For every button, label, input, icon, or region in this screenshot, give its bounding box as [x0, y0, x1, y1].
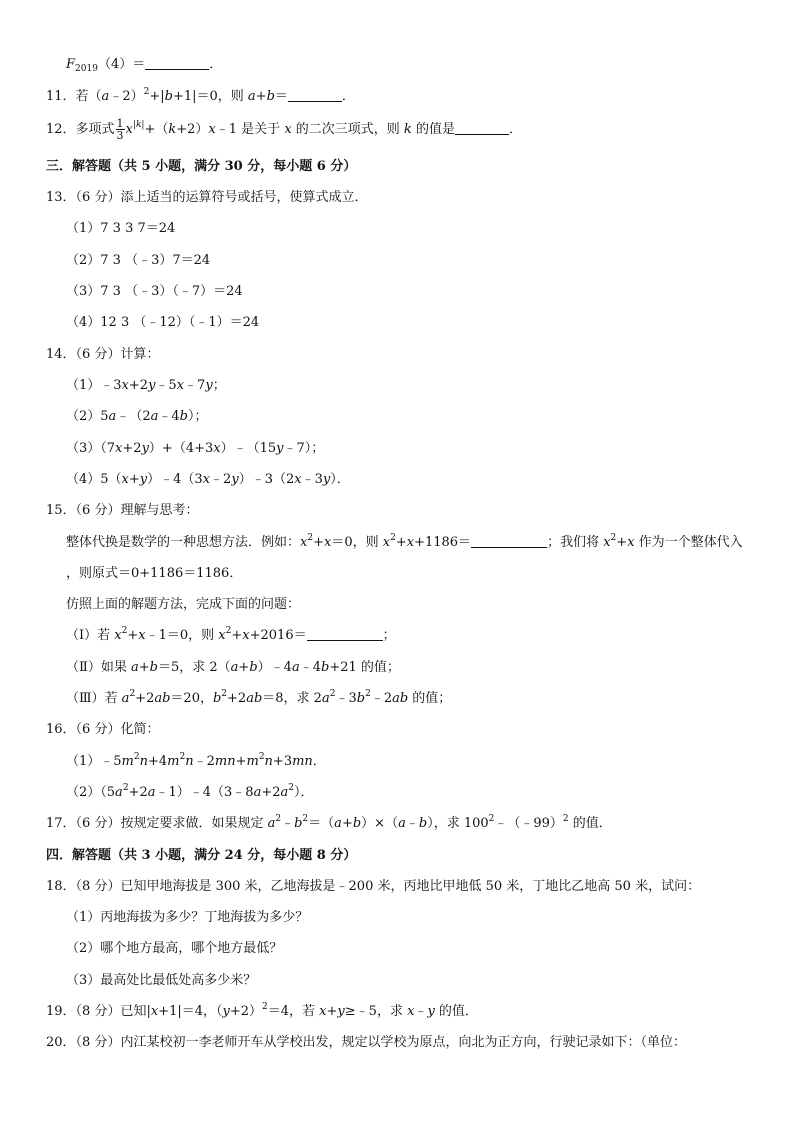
question-17: 17．（6 分）按规定要求做．如果规定 $a^2﹣b^2=(a+b)\times(a﹣b)$，求 $100^2﹣(﹣99)^2$ 的值．	[46, 814, 612, 831]
question-14: 14．（6 分）计算：	[46, 347, 160, 362]
q14-part-3: （3）（7x+2y）+（4+3x）﹣（15y﹣7）；	[66, 441, 325, 456]
q15-part-1: （Ⅰ）若 $x^2+x﹣1=0$，则 $x^2+x+2016=$ ；	[66, 626, 396, 643]
section-three-heading: 三．解答题（共 5 小题，满分 30 分，每小题 6 分）	[46, 159, 357, 174]
q13-part-2: （2）7 3 （﹣3）7＝24	[66, 253, 211, 268]
q14-part-2: （2）5a﹣（2a﹣4b）；	[66, 409, 208, 424]
q16-part-1: $(1)﹣5m^2n+4m^2n﹣2mn+m^2n+3mn$．	[66, 752, 326, 769]
section-four-heading: 四．解答题（共 3 小题，满分 24 分，每小题 8 分）	[46, 848, 357, 863]
q15-instruction: 仿照上面的解题方法，完成下面的问题：	[66, 597, 301, 612]
question-19: 19．（8 分）已知|x+1|＝4，$(y+2)^2=4$，若 x+y≥﹣5，求 x﹣y 的值．	[46, 1002, 478, 1019]
q13-part-3: （3）7 3 （﹣3）（﹣7）＝24	[66, 284, 243, 299]
question-13: 13．（6 分）添上适当的运算符号或括号，使算式成立．	[46, 190, 368, 205]
question-12: 12．多项式 $\frac{1}{3}$ $x^{|k|}+(k+2)x﹣1$ 是关于 x 的二次三项式，则 k 的值是 ．	[46, 117, 522, 142]
question-16: 16．（6 分）化简：	[46, 722, 160, 737]
q15-intro: 整体代换是数学的一种思想方法．例如：$x^2+x=0$，则 $x^2+x+1186=$ ；我们将 $x^2+x$ 作为一个整体代入	[66, 533, 743, 550]
q13-part-1: （1）7 3 3 7＝24	[66, 221, 176, 236]
q13-part-4: （4）12 3 （﹣12）（﹣1）＝24	[66, 315, 260, 330]
q18-part-2: （2）哪个地方最高，哪个地方最低？	[66, 941, 283, 956]
question-18: 18．（8 分）已知甲地海拔是 300 米，乙地海拔是﹣200 米，丙地比甲地低 50 米，丁地比乙地高 50 米，试问：	[46, 879, 701, 894]
q18-part-3: （3）最高处比最低处高多少米？	[66, 973, 257, 988]
question-11: 11．若（a﹣2）$^2$+|b+1|＝0，则 a+b＝ ．	[46, 87, 355, 104]
question-20: 20．（8 分）内江某校初一李老师开车从学校出发，规定以学校为原点，向北为正方向，行驶记录如下：（单位：	[46, 1035, 686, 1050]
q18-part-1: （1）丙地海拔为多少？丁地海拔为多少？	[66, 910, 309, 925]
q14-part-4: （4）5（x+y）﹣4（3x﹣2y）﹣3（2x﹣3y）．	[66, 472, 350, 487]
q15-intro-cont: ，则原式＝0+1186＝1186．	[66, 566, 243, 581]
fraction-one-third: $\frac{1}{3}$	[116, 117, 124, 142]
q14-part-1: （1）﹣3x+2y﹣5x﹣7y；	[66, 378, 226, 393]
q15-part-2: （Ⅱ）如果 a+b＝5，求 2（a+b）﹣4a﹣4b+21 的值；	[66, 660, 400, 675]
line-f2019: $F_{2019}(4)=$ ．	[66, 57, 223, 74]
question-15: 15．（6 分）理解与思考：	[46, 503, 199, 518]
q15-part-3: （Ⅲ）若 $a^2+2ab=20$，$b^2+2ab=8$，求 $2a^2﹣3b^2﹣2ab$ 的值；	[66, 689, 452, 706]
q16-part-2: $(2)(5a^2+2a﹣1)﹣4(3﹣8a+2a^2)$．	[66, 783, 314, 800]
